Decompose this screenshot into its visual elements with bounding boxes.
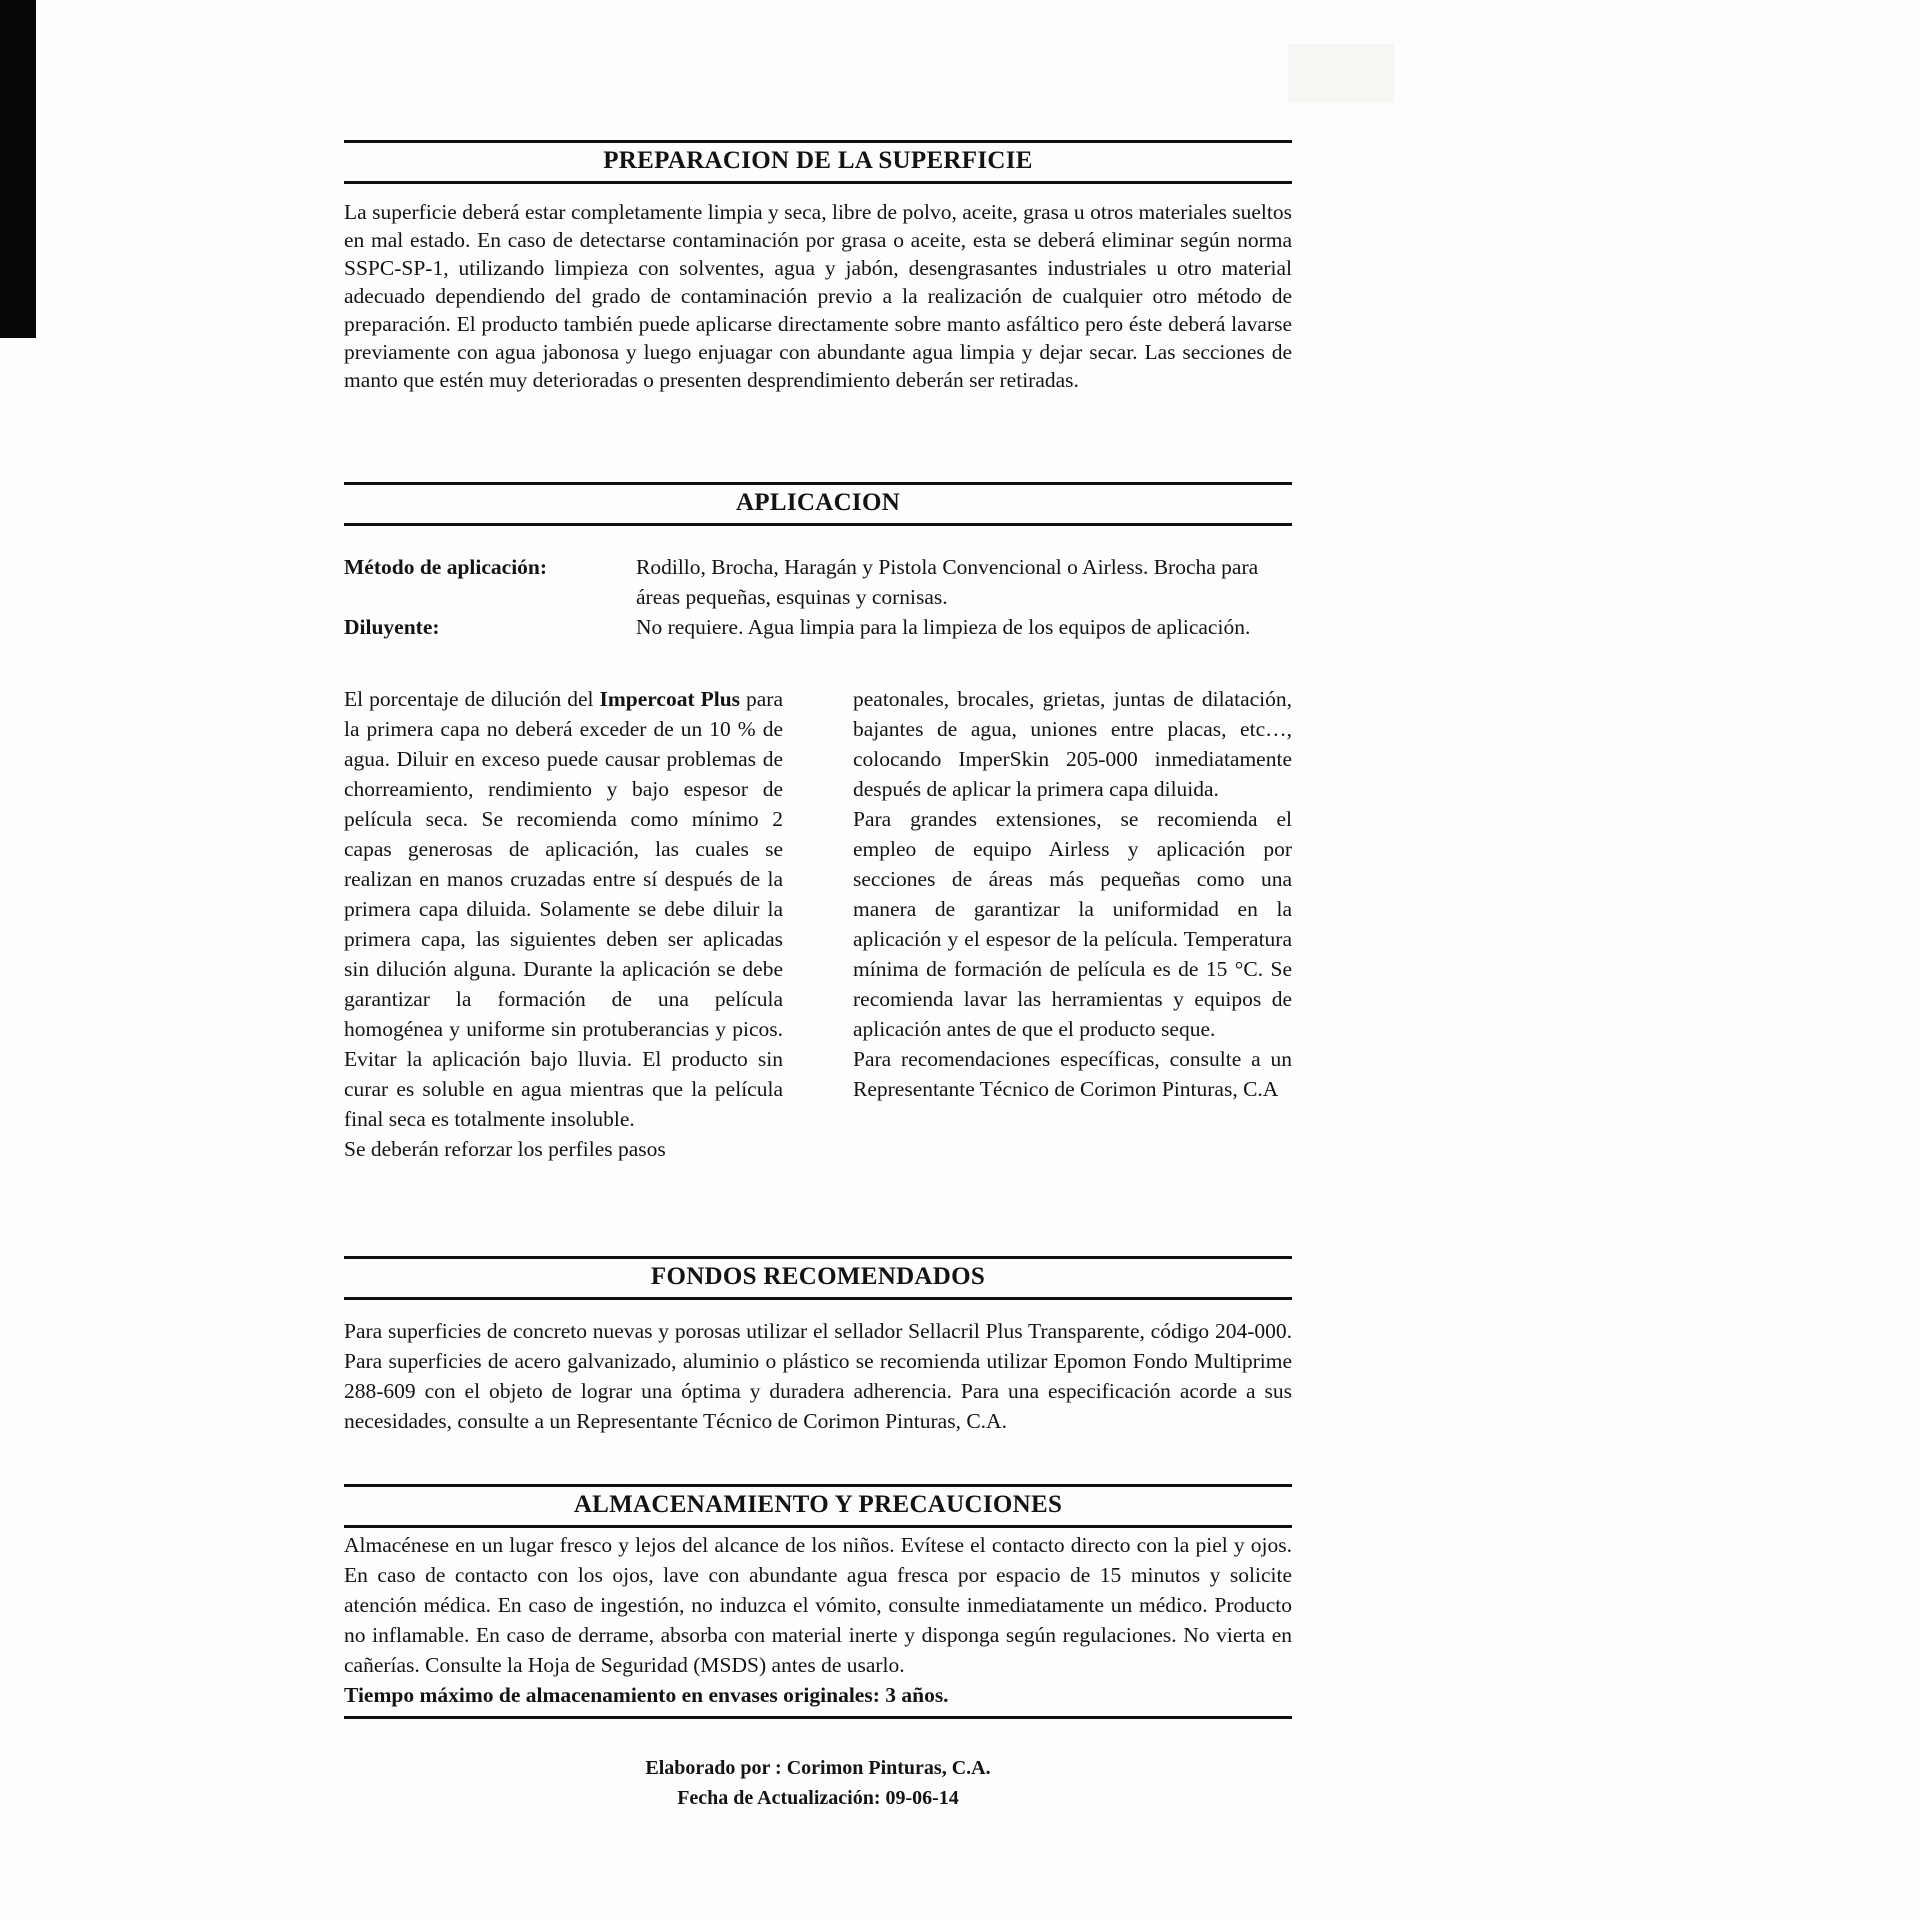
left-column (344, 684, 783, 1164)
left-column-paragraph-1 (344, 684, 783, 1134)
section-title-fondos: FONDOS RECOMENDADOS (650, 1263, 986, 1290)
paragraph-preparacion: La superficie deberá estar completamente limpia y seca, libre de polvo, aceite, grasa u otros materiales sueltos en mal estado. En caso de detectarse contaminación por grasa o aceite, esta se deberá eliminar según norma SSPC-SP-1, utilizando limpieza con solventes, agua y jabón, desengrasantes industriales u otro material adecuado dependiendo del grado de contaminación previo a la realización de cualquier otro método de preparación. El producto también puede aplicarse directamente sobre manto asfáltico pero éste deberá lavarse previamente con agua jabonosa y luego enjuagar con abundante agua limpia y dejar secar. Las secciones de manto que estén muy deterioradas o presenten desprendimiento deberán ser retiradas. (344, 200, 1292, 392)
section-header-preparacion (344, 140, 1292, 184)
paragraph-almacenamiento: Almacénese en un lugar fresco y lejos del alcance de los niños. Evítese el contacto directo con la piel y ojos. En caso de contacto con los ojos, lave con abundante agua fresca por espacio de 15 minutos y solicite atención médica. En caso de ingestión, no induzca el vómito, consulte inmediatamente un médico. Producto no inflamable. En caso de derrame, absorba con material inerte y disponga según regulaciones. No vierta en cañerías. Consulte la Hoja de Seguridad (MSDS) antes de usarlo. (344, 1533, 1292, 1677)
scan-artifact-bar (0, 0, 36, 338)
product-name: Impercoat Plus (599, 687, 741, 711)
field-value-metodo: Rodillo, Brocha, Haragán y Pistola Convencional o Airless. Brocha para áreas pequeñas, esquinas y cornisas. (636, 555, 1259, 609)
field-value-diluyente: No requiere. Agua limpia para la limpieza de los equipos de aplicación. (636, 615, 1251, 639)
dilution-intro-text: El porcentaje de dilución del (344, 687, 600, 711)
section-header-fondos (344, 1256, 1292, 1300)
section-header-almacenamiento (344, 1484, 1292, 1528)
document-footer (344, 1753, 1292, 1813)
right-column-paragraph-2: Para grandes extensiones, se recomienda el empleo de equipo Airless y aplicación por secciones de áreas más pequeñas como una manera de garantizar la uniformidad en la aplicación y el espesor de la película. Temperatura mínima de formación de película es de 15 °C. Se recomienda lavar las herramientas y equipos de aplicación antes de que el producto seque. (853, 807, 1292, 1041)
section-header-aplicacion (344, 482, 1292, 526)
field-label-metodo: Método de aplicación: (344, 555, 548, 579)
left-column-paragraph-2: Se deberán reforzar los perfiles pasos (344, 1137, 666, 1161)
right-column-paragraph-3: Para recomendaciones específicas, consulte a un Representante Técnico de Corimon Pinturas, C.A (853, 1047, 1292, 1101)
right-column-paragraph-1: peatonales, brocales, grietas, juntas de dilatación, bajantes de agua, uniones entre placas, etc…, colocando ImperSkin 205-000 inmediatamente después de aplicar la primera capa diluida. (853, 687, 1292, 801)
right-column (853, 684, 1292, 1164)
section-title-preparacion: PREPARACION DE LA SUPERFICIE (603, 147, 1033, 174)
section-title-aplicacion: APLICACION (735, 489, 901, 516)
section-title-almacenamiento: ALMACENAMIENTO Y PRECAUCIONES (573, 1491, 1063, 1518)
dilution-rest-text: para la primera capa no deberá exceder de un 10 % de agua. Diluir en exceso puede causar problemas de chorreamiento, rendimiento y bajo espesor de película seca. Se recomienda como mínimo 2 capas generosas de aplicación, las cuales se realizan en manos cruzadas entre sí después de la primera capa diluida. Solamente se debe diluir la primera capa, las siguientes deben ser aplicadas sin dilución alguna. Durante la aplicación se debe garantizar la formación de una película homogénea y uniforme sin protuberancias y picos. Evitar la aplicación bajo lluvia. El producto sin curar es soluble en agua mientras que la película final seca es totalmente insoluble. (344, 687, 783, 1131)
field-label-diluyente: Diluyente: (344, 615, 440, 639)
document-content (344, 0, 1292, 1813)
divider (344, 1716, 1292, 1719)
faded-logo-area (1288, 44, 1394, 102)
application-fields (344, 552, 1292, 642)
footer-update-date: Fecha de Actualización: 09-06-14 (677, 1787, 959, 1809)
footer-prepared-by: Elaborado por : Corimon Pinturas, C.A. (645, 1757, 991, 1779)
paragraph-fondos: Para superficies de concreto nuevas y porosas utilizar el sellador Sellacril Plus Transparente, código 204-000. Para superficies de acero galvanizado, aluminio o plástico se recomienda utilizar Epomon Fondo Multiprime 288-609 con el objeto de lograr una óptima y duradera adherencia. Para una especificación acorde a sus necesidades, consulte a un Representante Técnico de Corimon Pinturas, C.A. (344, 1319, 1292, 1433)
storage-max-time-note: Tiempo máximo de almacenamiento en envases originales: 3 años. (344, 1683, 949, 1707)
two-column-block (344, 684, 1292, 1164)
